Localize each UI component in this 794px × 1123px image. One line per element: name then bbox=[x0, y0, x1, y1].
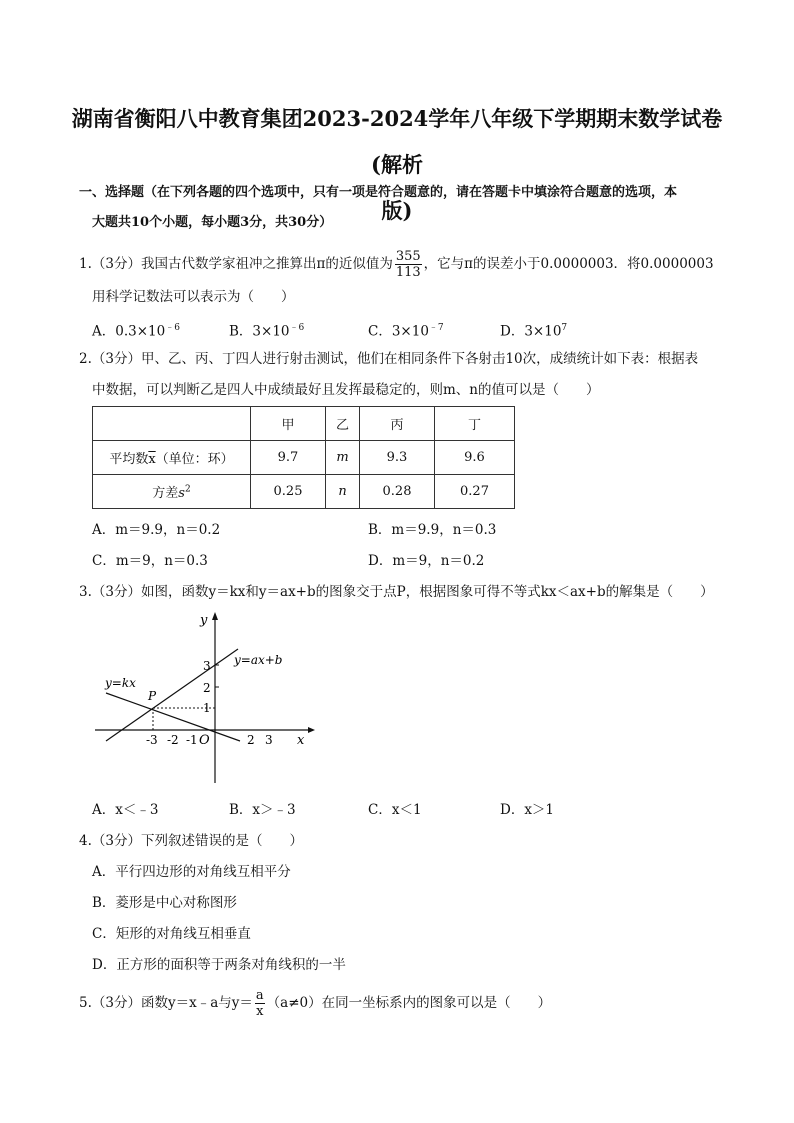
q1-option-c-exp: ﹣7 bbox=[428, 323, 444, 333]
table-header-cell: 乙 bbox=[326, 407, 360, 441]
row-label-mean bbox=[93, 441, 251, 475]
q3-option-d: D．x＞1 bbox=[500, 802, 555, 818]
q1-option-a bbox=[92, 318, 180, 342]
y-tick-label: 3 bbox=[203, 659, 211, 673]
table-cell: 9.7 bbox=[251, 441, 326, 475]
q1-option-d bbox=[500, 318, 567, 342]
q3-option-c: C．x＜1 bbox=[368, 802, 422, 818]
table-cell: 9.6 bbox=[435, 441, 515, 475]
table-row bbox=[93, 475, 515, 509]
label-ykx: y=kx bbox=[105, 676, 136, 690]
variance-exp: 2 bbox=[184, 484, 191, 495]
table-cell: 0.27 bbox=[435, 475, 515, 509]
q1-frac-num: 355 bbox=[395, 249, 421, 264]
q4-option-c: C．矩形的对角线互相垂直 bbox=[92, 926, 251, 942]
q5-fraction bbox=[255, 988, 265, 1019]
q5-stem-b: （a≠0）在同一坐标系内的图象可以是（ ） bbox=[266, 995, 552, 1011]
q1-frac-den: 113 bbox=[395, 265, 421, 280]
q5-stem-a: 5.（3分）函数y＝x﹣a与y＝ bbox=[79, 995, 253, 1011]
origin-label: O bbox=[199, 733, 210, 748]
q1-option-a-exp: ﹣6 bbox=[165, 323, 180, 333]
q3-graph bbox=[90, 608, 320, 788]
q2-option-d: D．m＝9，n＝0.2 bbox=[368, 553, 485, 569]
table-cell: n bbox=[326, 475, 360, 509]
x-tick-label: 2 bbox=[247, 733, 255, 747]
score-table bbox=[92, 406, 515, 509]
q5-frac-num: a bbox=[255, 988, 264, 1003]
q3-option-b: B．x＞﹣3 bbox=[229, 802, 296, 818]
q1-option-b bbox=[229, 318, 304, 342]
x-axis-label: x bbox=[297, 733, 305, 748]
q4-option-a: A．平行四边形的对角线互相平分 bbox=[92, 864, 291, 880]
title-line-1: 湖南省衡阳八中教育集团2023-2024学年八年级下学期期末数学试卷(解析 bbox=[71, 106, 723, 177]
mean-label-text: 平均数 bbox=[109, 452, 149, 467]
table-cell: 0.25 bbox=[251, 475, 326, 509]
q1-stem-line-1 bbox=[79, 249, 714, 280]
q1-option-c-text: C．3×10 bbox=[368, 323, 429, 340]
mean-unit: （单位：环） bbox=[155, 452, 234, 467]
y-axis-label: y bbox=[200, 613, 208, 628]
q1-option-c bbox=[368, 318, 444, 342]
y-tick-label: 1 bbox=[203, 701, 211, 715]
section-heading-line-2: 大题共10个小题，每小题3分，共30分） bbox=[92, 215, 333, 230]
q1-stem-a: 1.（3分）我国古代数学家祖冲之推算出π的近似值为 bbox=[79, 256, 393, 272]
q4-stem: 4.（3分）下列叙述错误的是（ ） bbox=[79, 833, 303, 849]
q2-stem-line-1: 2.（3分）甲、乙、丙、丁四人进行射击测试，他们在相同条件下各射击10次，成绩统计如下表：根据表 bbox=[79, 351, 699, 367]
x-tick-label: -1 bbox=[186, 733, 198, 747]
table-header-cell: 丁 bbox=[435, 407, 515, 441]
q1-option-b-text: B．3×10 bbox=[229, 323, 290, 340]
table-cell: 0.28 bbox=[360, 475, 435, 509]
q5-stem bbox=[79, 988, 551, 1019]
q2-option-c: C．m＝9，n＝0.3 bbox=[92, 553, 208, 569]
y-axis-arrow bbox=[212, 612, 218, 620]
table-row bbox=[93, 441, 515, 475]
q1-option-b-exp: ﹣6 bbox=[289, 323, 305, 333]
x-tick-label: -2 bbox=[167, 733, 179, 747]
q4-option-b: B．菱形是中心对称图形 bbox=[92, 895, 237, 911]
q2-option-a: A．m＝9.9，n＝0.2 bbox=[92, 522, 221, 538]
row-label-variance bbox=[93, 475, 251, 509]
q1-stem-b: ，它与π的误差小于0.0000003．将0.0000003 bbox=[423, 256, 714, 272]
q3-option-a: A．x＜﹣3 bbox=[92, 802, 159, 818]
variance-label-text: 方差 bbox=[152, 486, 179, 501]
q1-option-d-exp: 7 bbox=[561, 323, 568, 333]
q1-option-a-text: A．0.3×10 bbox=[92, 323, 166, 340]
y-tick-label: 2 bbox=[203, 681, 211, 695]
q4-option-d: D．正方形的面积等于两条对角线积的一半 bbox=[92, 957, 346, 973]
variance-symbol: s bbox=[178, 486, 185, 501]
q1-fraction bbox=[395, 249, 422, 280]
q1-option-d-text: D．3×10 bbox=[500, 323, 562, 340]
table-header-row bbox=[93, 407, 515, 441]
table-header-cell: 丙 bbox=[360, 407, 435, 441]
q2-option-b: B．m＝9.9，n＝0.3 bbox=[368, 522, 497, 538]
section-heading-line-1: 一、选择题（在下列各题的四个选项中，只有一项是符合题意的，请在答题卡中填涂符合题意的选项，本 bbox=[79, 185, 678, 200]
label-yaxb: y=ax+b bbox=[234, 653, 283, 667]
q1-stem-line-2: 用科学记数法可以表示为（ ） bbox=[92, 289, 295, 305]
title-line-2: 版) bbox=[381, 198, 413, 223]
q3-stem: 3.（3分）如图，函数y＝kx和y＝ax+b的图象交于点P，根据图象可得不等式kx＜ax+b的解集是（ ） bbox=[79, 584, 714, 600]
table-cell: 9.3 bbox=[360, 441, 435, 475]
table-header-cell: 甲 bbox=[251, 407, 326, 441]
x-axis-arrow bbox=[308, 727, 315, 733]
mean-symbol: $\overline{x}$ bbox=[148, 452, 156, 467]
q2-stem-line-2: 中数据，可以判断乙是四人中成绩最好且发挥最稳定的，则m、n的值可以是（ ） bbox=[92, 382, 600, 398]
q5-frac-den: x bbox=[256, 1004, 264, 1019]
x-tick-label: -3 bbox=[146, 733, 158, 747]
table-cell: m bbox=[326, 441, 360, 475]
table-header-cell bbox=[93, 407, 251, 441]
x-tick-label: 3 bbox=[265, 733, 273, 747]
label-point-p: P bbox=[148, 689, 157, 703]
line-yaxb bbox=[106, 649, 238, 741]
